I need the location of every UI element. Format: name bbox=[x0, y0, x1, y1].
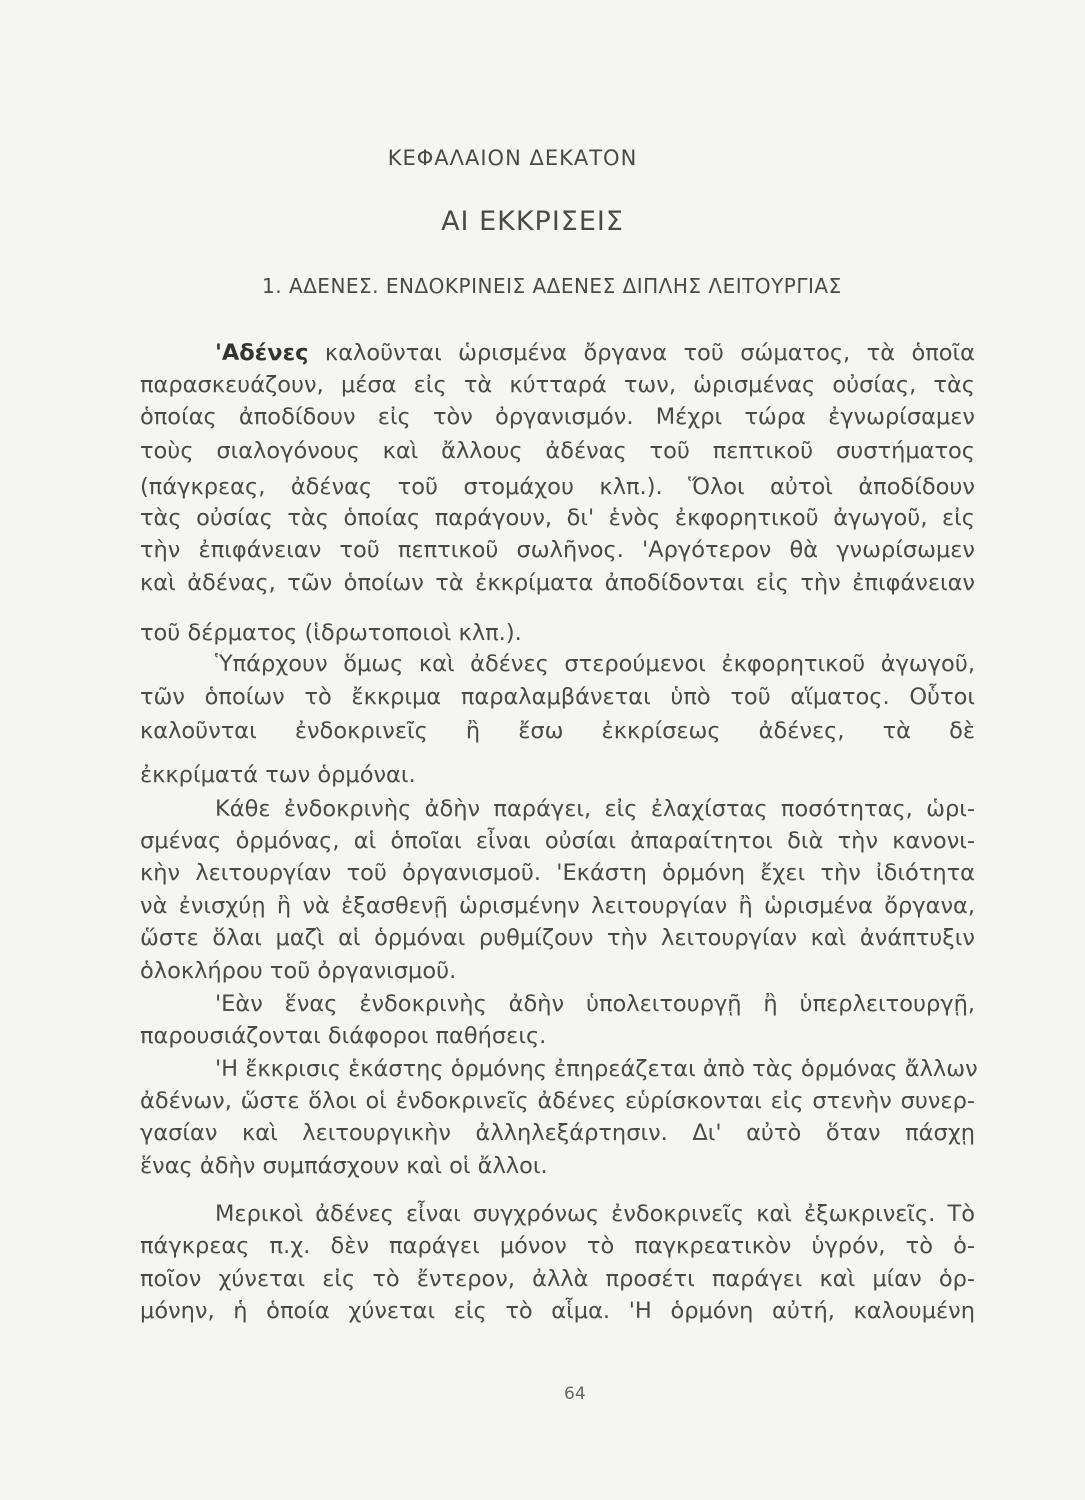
text-line: (πάγκρεας, ἀδένας τοῦ στομάχου κλπ.). Ὅλοι αὐτοὶ ἀποδίδουν bbox=[140, 474, 975, 500]
text-line: παρουσιάζονται διάφοροι παθήσεις. bbox=[140, 1023, 547, 1049]
text-line: τὰς οὐσίας τὰς ὁποίας παράγουν, δι' ἑνὸς ἐκφορητικοῦ ἀγωγοῦ, εἰς bbox=[140, 505, 975, 531]
text-line: ποῖον χύνεται εἰς τὸ ἔντερον, ἀλλὰ προσέτι παράγει καὶ μίαν ὁρ- bbox=[140, 1266, 975, 1292]
text-line: τοῦ δέρματος (ἱδρωτοποιοὶ κλπ.). bbox=[140, 620, 522, 646]
chapter-title: ΑΙ ΕΚΚΡΙΣΕΙΣ bbox=[441, 206, 624, 237]
text-line: καλοῦνται ἐνδοκρινεῖς ἢ ἔσω ἐκκρίσεως ἀδένες, τὰ δὲ bbox=[140, 718, 975, 744]
text-line: 'Εὰν ἕνας ἐνδοκρινὴς ἀδὴν ὑπολειτουργῇ ἢ ὑπερλειτουργῇ, bbox=[215, 991, 975, 1017]
text-line: ὥστε ὅλαι μαζὶ αἱ ὁρμόναι ρυθμίζουν τὴν λειτουργίαν καὶ ἀνάπτυξιν bbox=[140, 925, 975, 951]
text-line bbox=[215, 338, 975, 368]
text-line: ἐκκρίματά των ὁρμόναι. bbox=[140, 762, 416, 788]
text-line: πάγκρεας π.χ. δὲν παράγει μόνον τὸ παγκρεατικὸν ὑγρόν, τὸ ὁ- bbox=[140, 1233, 975, 1259]
text-line: τὴν ἐπιφάνειαν τοῦ πεπτικοῦ σωλῆνος. 'Αργότερον θὰ γνωρίσωμεν bbox=[140, 537, 975, 563]
text-line: κὴν λειτουργίαν τοῦ ὀργανισμοῦ. 'Εκάστη ὁρμόνη ἔχει τὴν ἰδιότητα bbox=[140, 860, 975, 886]
text-line: μόνην, ἡ ὁποία χύνεται εἰς τὸ αἷμα. 'Η ὁρμόνη αὐτή, καλουμένη bbox=[140, 1298, 975, 1324]
text-line: ὁποίας ἀποδίδουν εἰς τὸν ὀργανισμόν. Μέχρι τώρα ἐγνωρίσαμεν bbox=[140, 404, 975, 430]
text-line: τῶν ὁποίων τὸ ἔκκριμα παραλαμβάνεται ὑπὸ τοῦ αἵματος. Οὗτοι bbox=[140, 684, 975, 710]
text-line: καὶ ἀδένας, τῶν ὁποίων τὰ ἐκκρίματα ἀποδίδονται εἰς τὴν ἐπιφάνειαν bbox=[140, 570, 975, 596]
text-line: ἕνας ἀδὴν συμπάσχουν καὶ οἱ ἄλλοι. bbox=[140, 1153, 548, 1179]
text-line: Μερικοὶ ἀδένες εἶναι συγχρόνως ἐνδοκρινεῖς καὶ ἐξωκρινεῖς. Τὸ bbox=[215, 1201, 975, 1227]
text-line: νὰ ἐνισχύῃ ἢ νὰ ἐξασθενῇ ὡρισμένην λειτουργίαν ἢ ὡρισμένα ὄργανα, bbox=[140, 893, 975, 919]
section-heading-text: 1. ΑΔΕΝΕΣ. ΕΝΔΟΚΡΙΝΕΙΣ ΑΔΕΝΕΣ ΔΙΠΛΗΣ ΛΕΙΤΟΥΡΓΙΑΣ bbox=[262, 274, 842, 298]
text-line: γασίαν καὶ λειτουργικὴν ἀλληλεξάρτησιν. Δι' αὐτὸ ὅταν πάσχῃ bbox=[140, 1120, 975, 1146]
text-line: Κάθε ἐνδοκρινὴς ἀδὴν παράγει, εἰς ἐλαχίστας ποσότητας, ὡρι- bbox=[215, 796, 975, 822]
text-line: 'Η ἔκκρισις ἑκάστης ὁρμόνης ἐπηρεάζεται ἀπὸ τὰς ὁρμόνας ἄλλων bbox=[215, 1056, 978, 1082]
text-line: σμένας ὁρμόνας, αἱ ὁποῖαι εἶναι οὐσίαι ἀπαραίτητοι διὰ τὴν κανονι- bbox=[140, 828, 975, 854]
chapter-heading: ΚΕΦΑΛΑΙΟΝ ΔΕΚΑΤΟΝ bbox=[387, 146, 638, 170]
text-line: Ὑπάρχουν ὅμως καὶ ἀδένες στερούμενοι ἐκφορητικοῦ ἀγωγοῦ, bbox=[215, 651, 975, 677]
text-line-content: καλοῦνται ὡρισμένα ὄργανα τοῦ σώματος, τὰ ὁποῖα bbox=[308, 340, 975, 366]
text-line: ἀδένων, ὥστε ὅλοι οἱ ἐνδοκρινεῖς ἀδένες εὑρίσκονται εἰς στενὴν συνερ- bbox=[140, 1088, 975, 1114]
text-line: παρασκευάζουν, μέσα εἰς τὰ κύτταρά των, ὡρισμένας οὐσίας, τὰς bbox=[140, 372, 975, 398]
bold-term: 'Αδένες bbox=[215, 340, 309, 366]
page-number: 64 bbox=[564, 1384, 586, 1404]
text-line: τοὺς σιαλογόνους καὶ ἄλλους ἀδένας τοῦ πεπτικοῦ συστήματος bbox=[140, 438, 975, 464]
text-line: ὁλοκλήρου τοῦ ὀργανισμοῦ. bbox=[140, 958, 457, 984]
